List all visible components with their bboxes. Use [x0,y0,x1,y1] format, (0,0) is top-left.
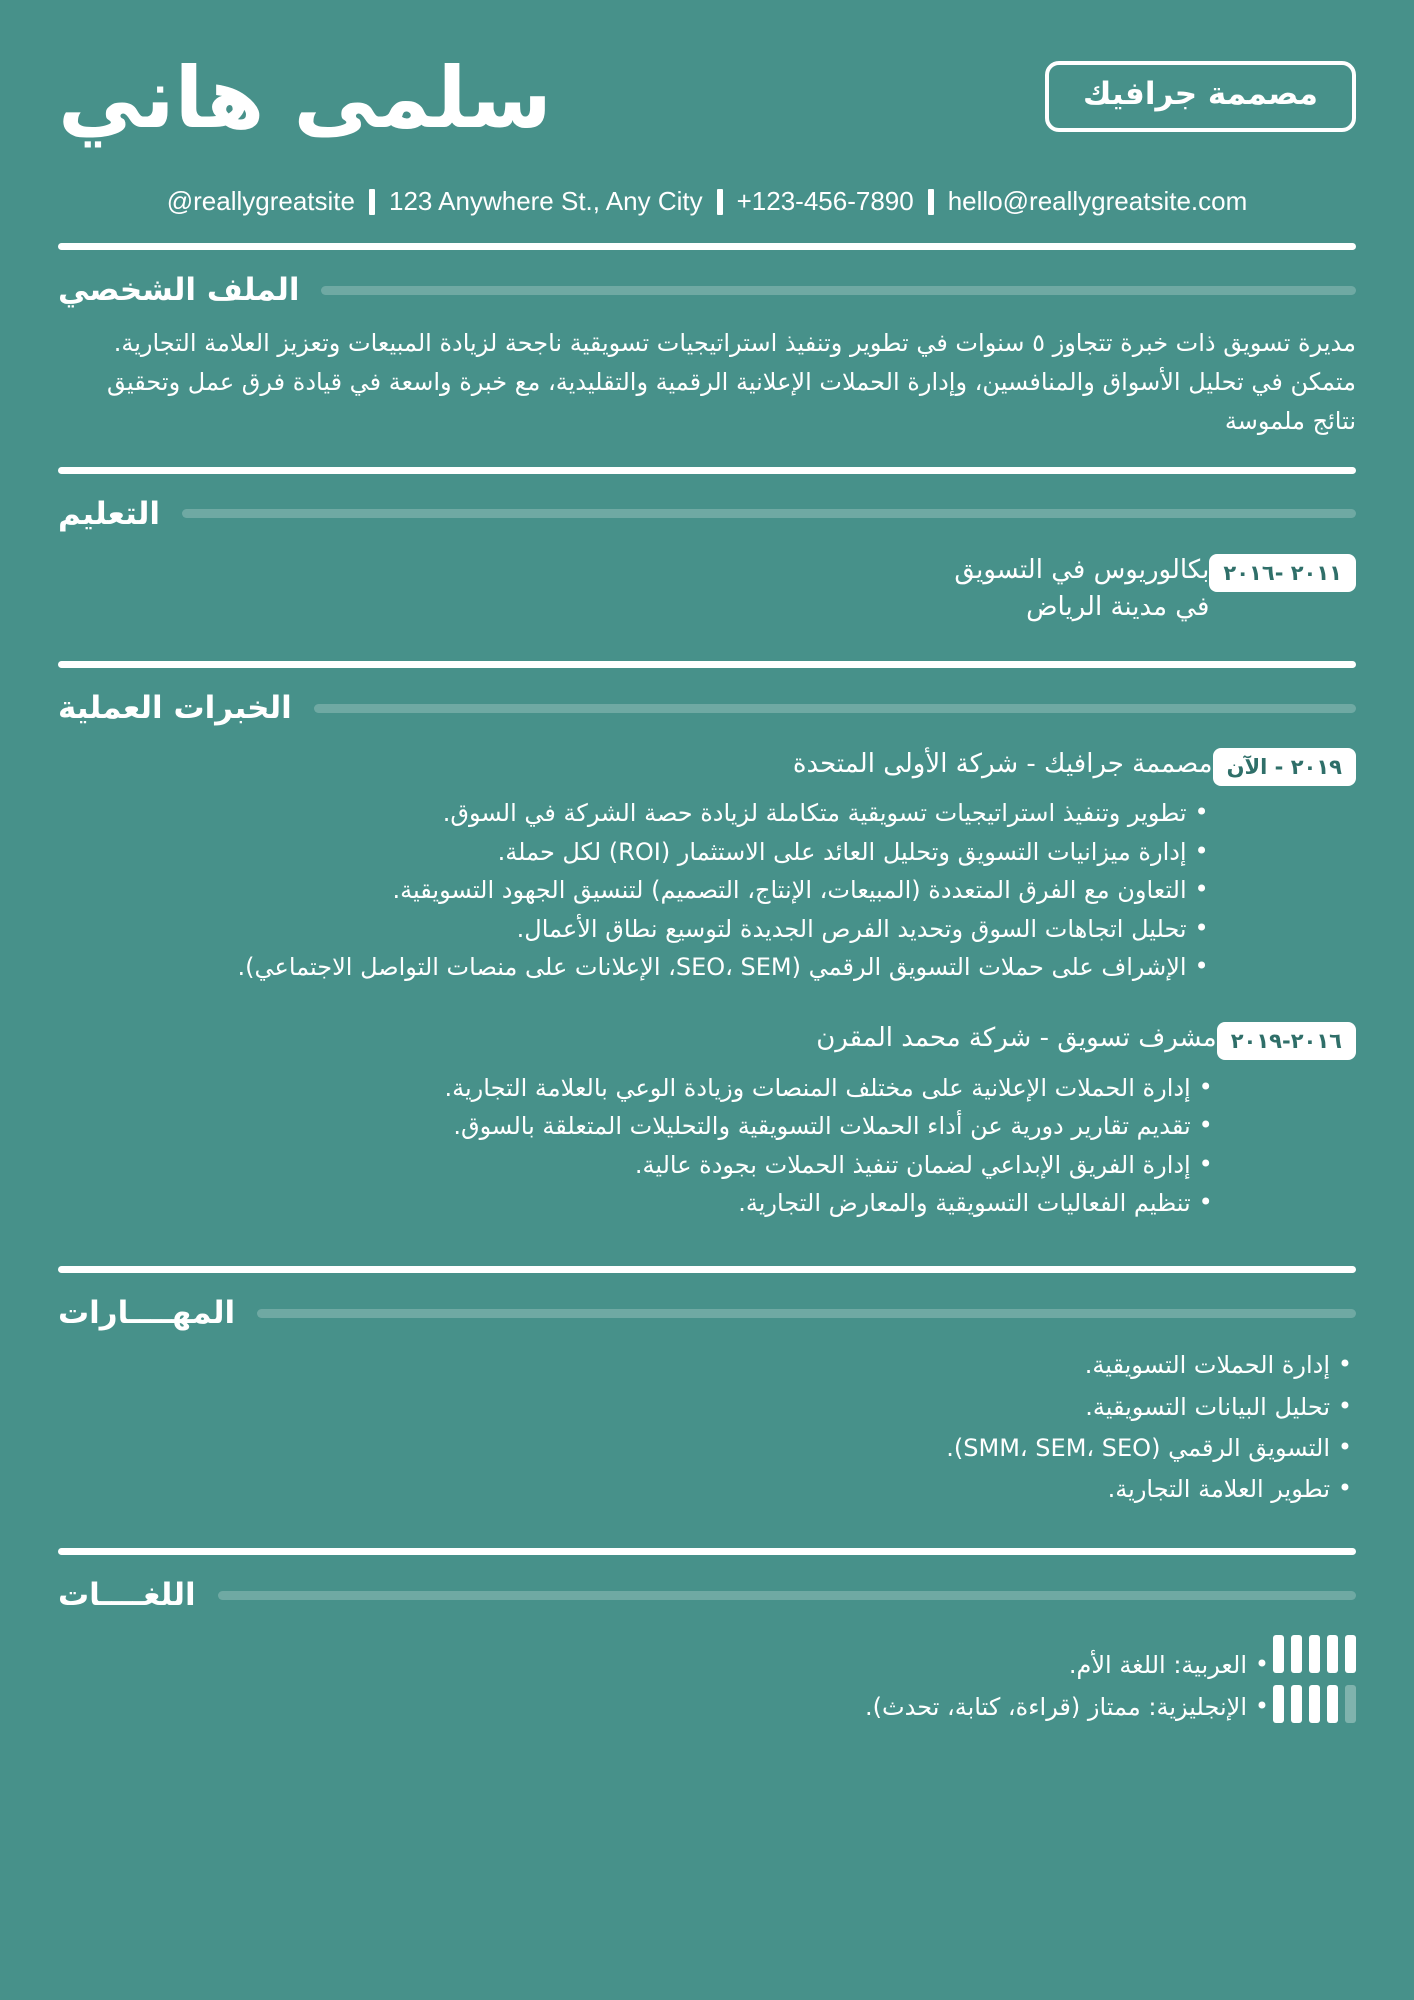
level-bar [1291,1635,1302,1673]
level-bar [1309,1685,1320,1723]
section-rule [257,1309,1356,1318]
section-header [58,272,1356,308]
experience-entry-main [58,1020,1217,1222]
section-rule [314,704,1356,713]
resume-content [58,0,1356,2000]
profile-text: مديرة تسويق ذات خبرة تتجاوز ٥ سنوات في تطوير وتنفيذ استراتيجيات تسويقية ناجحة لزيادة المبيعات وتعزيز العلامة التجارية. متمكن في تحليل الأسواق والمنافسين، وإدارة الحملات الإعلانية الرقمية والتقليدية، مع خبرة واسعة في قيادة فرق عمل وتحقيق نتائج ملموسة [107,329,1356,435]
level-bar [1273,1685,1284,1723]
section-experience [58,690,1356,1222]
list-item: • تحليل اتجاهات السوق وتحديد الفرص الجديدة لتوسيع نطاق الأعمال. [58,910,1213,948]
level-bar [1327,1635,1338,1673]
list-item: • تحليل البيانات التسويقية. [58,1387,1356,1428]
list-item: • إدارة الحملات التسويقية. [58,1345,1356,1386]
list-item: • إدارة الفريق الإبداعي لضمان تنفيذ الحملات بجودة عالية. [58,1146,1217,1184]
list-item: • الإشراف على حملات التسويق الرقمي (SEO، SEM، الإعلانات على منصات التواصل الاجتماعي). [58,948,1213,986]
experience-date-chip: ٢٠١٦-٢٠١٩ [1217,1022,1356,1060]
contact-address: 123 Anywhere St., Any City [388,186,703,216]
language-level-bars [1273,1627,1356,1723]
language-level-arabic [1273,1635,1356,1673]
list-item: • تطوير وتنفيذ استراتيجيات تسويقية متكاملة لزيادة حصة الشركة في السوق. [58,794,1213,832]
education-entry-main [58,552,1209,627]
divider [58,467,1356,474]
section-title-skills: المهــــارات [58,1295,236,1332]
skills-list [58,1345,1356,1510]
list-item: • تنظيم الفعاليات التسويقية والمعارض التجارية. [58,1184,1217,1222]
section-profile [58,272,1356,441]
experience-date-chip: ٢٠١٩ - الآن [1213,748,1356,786]
contact-handle: @reallygreatsite [166,186,355,216]
level-bar [1327,1685,1338,1723]
section-education [58,496,1356,627]
role-badge: مصممة جرافيك [1045,61,1356,132]
experience-bullets [58,794,1213,986]
experience-entry [58,746,1356,986]
level-bar [1309,1635,1320,1673]
section-rule [321,286,1356,295]
section-header [58,1577,1356,1613]
education-date-chip: ٢٠١١ -٢٠١٦ [1209,554,1356,592]
education-degree: بكالوريوس في التسويق [954,554,1210,585]
divider [58,661,1356,668]
list-item: • التسويق الرقمي (SMM، SEM، SEO). [58,1428,1356,1469]
list-item: • تطوير العلامة التجارية. [58,1469,1356,1510]
section-languages [58,1577,1356,1728]
contact-phone: +123-456-7890 [736,186,914,216]
level-bar [1345,1635,1356,1673]
contact-email: hello@reallygreatsite.com [947,186,1248,216]
section-skills [58,1295,1356,1510]
level-bar [1291,1685,1302,1723]
divider [58,243,1356,250]
section-title-languages: اللغــــات [58,1577,196,1614]
languages-row [58,1627,1356,1728]
list-item: • إدارة ميزانيات التسويق وتحليل العائد على الاستثمار (ROI) لكل حملة. [58,833,1213,871]
education-place: في مدينة الرياض [1026,592,1210,623]
education-entry [58,552,1356,627]
experience-job-title: مشرف تسويق - شركة محمد المقرن [816,1023,1217,1054]
list-item: • تقديم تقارير دورية عن أداء الحملات التسويقية والتحليلات المتعلقة بالسوق. [58,1107,1217,1145]
list-item: • إدارة الحملات الإعلانية على مختلف المنصات وزيادة الوعي بالعلامة التجارية. [58,1069,1217,1107]
level-bar-empty [1345,1685,1356,1723]
level-bar [1273,1635,1284,1673]
divider [58,1548,1356,1555]
section-header [58,496,1356,532]
resume-header [58,0,1356,147]
experience-job-title: مصممة جرافيك - شركة الأولى المتحدة [792,749,1213,780]
section-title-education: التعليم [58,495,161,532]
section-rule [218,1591,1356,1600]
divider [58,1266,1356,1273]
languages-list [58,1645,1273,1728]
section-title-profile: الملف الشخصي [58,272,300,308]
list-item: • التعاون مع الفرق المتعددة (المبيعات، الإنتاج، التصميم) لتنسيق الجهود التسويقية. [58,871,1213,909]
candidate-name: سلمى هاني [58,49,552,147]
experience-entry-main [58,746,1213,986]
section-header [58,1295,1356,1331]
list-item: • العربية: اللغة الأم. [58,1645,1273,1686]
contact-bar [58,186,1356,217]
section-title-experience: الخبرات العملية [58,690,292,727]
section-rule [182,509,1356,518]
language-level-english [1273,1685,1356,1723]
section-header [58,690,1356,726]
list-item: • الإنجليزية: ممتاز (قراءة، كتابة، تحدث). [58,1687,1273,1728]
experience-entry [58,1020,1356,1222]
experience-bullets [58,1069,1217,1223]
